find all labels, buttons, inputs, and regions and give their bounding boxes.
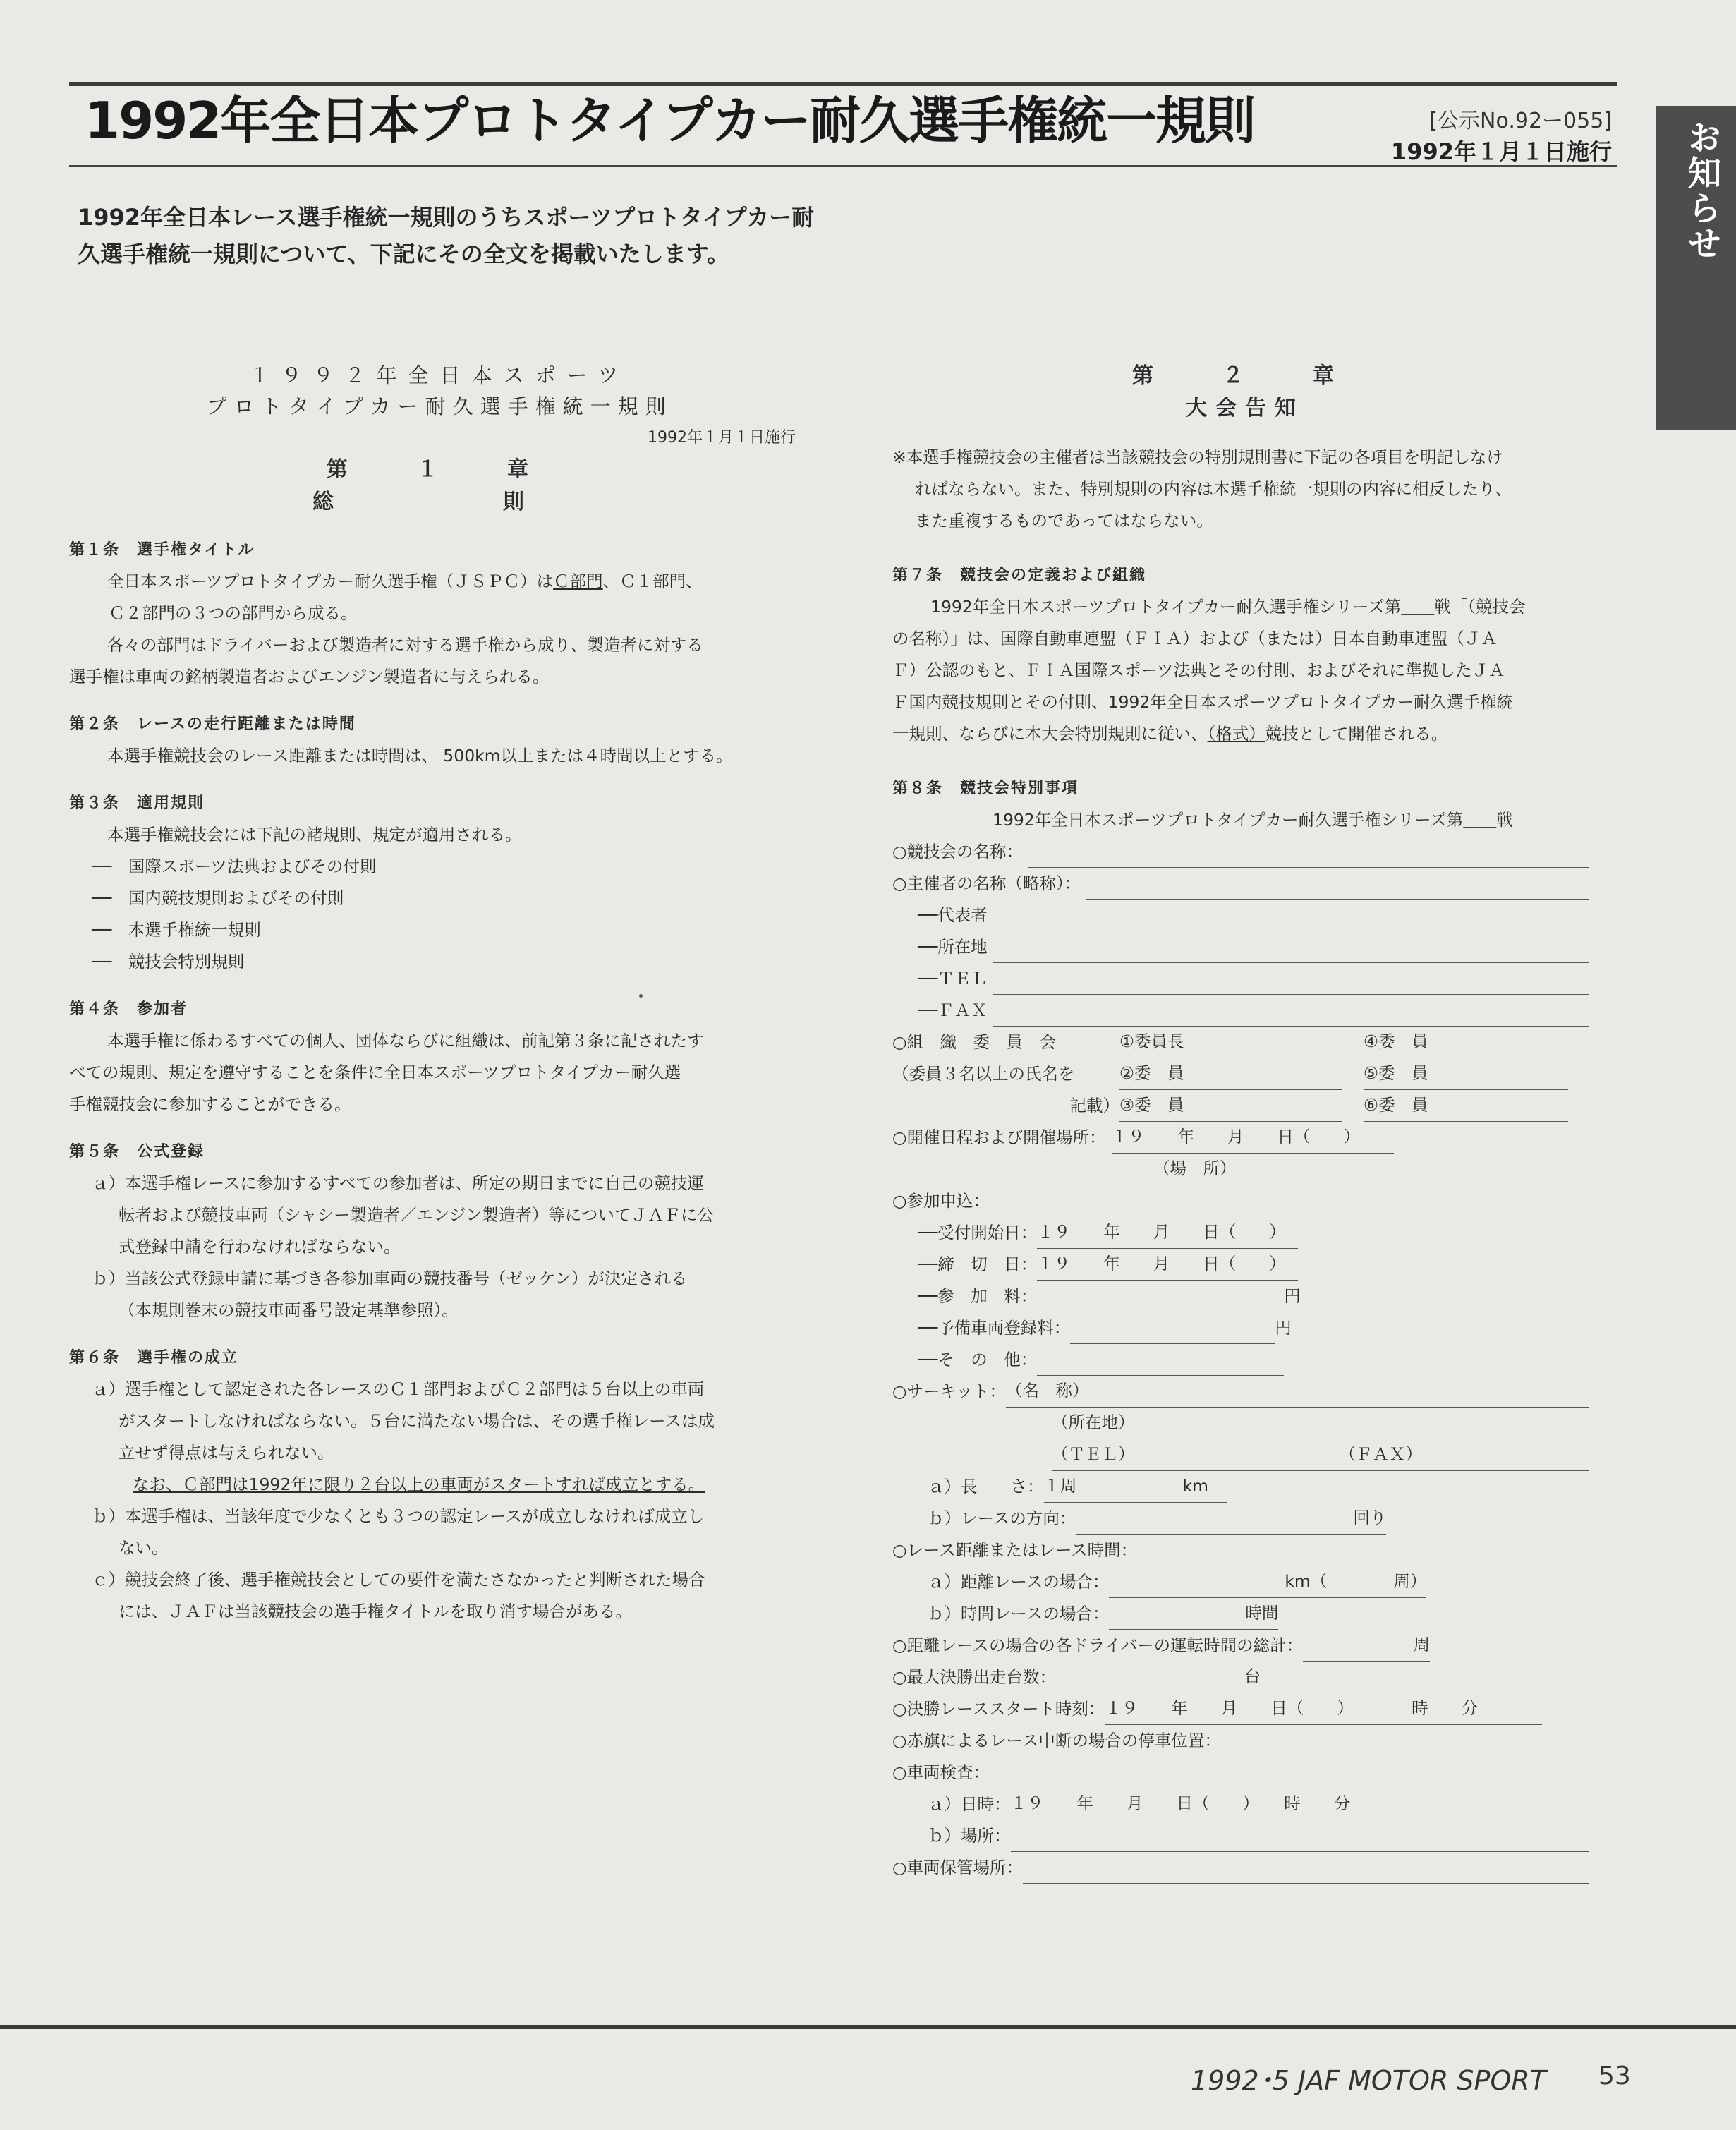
intro-line: 久選手権統一規則について、下記にその全文を掲載いたします。 <box>78 241 730 267</box>
form-row-tel: ──ＴＥＬ <box>892 963 1598 995</box>
form-row-distance-race: ａ）距離レースの場合： km（ 周） <box>892 1566 1598 1598</box>
chapter-2-number: 第 ２ 章 <box>1132 363 1358 388</box>
form-row-scrutineering: ○車両検査： <box>892 1762 990 1782</box>
top-rule <box>69 82 1617 86</box>
chapter-note: ※本選手権競技会の主催者は当該競技会の特別規則書に下記の各項目を明記しなけ <box>892 447 1503 467</box>
form-row-entry-start: ──受付開始日： １９ 年 月 日（ ） <box>892 1217 1598 1249</box>
bottom-rule <box>0 2025 1736 2029</box>
form-row-organizer: ○主催者の名称（略称）： <box>892 868 1598 900</box>
article-text: 選手権は車両の銘柄製造者およびエンジン製造者に与えられる。 <box>69 667 550 686</box>
blank-line[interactable] <box>993 941 1589 963</box>
article-text: ｂ）本選手権は、当該年度で少なくとも３つの認定レースが成立しなければ成立し <box>92 1506 705 1526</box>
article-text: （本規則巻末の競技車両番号設定基準参照）。 <box>119 1300 459 1320</box>
form-row-representative: ──代表者 <box>892 900 1598 931</box>
form-row-entry-fee: ──参 加 料： 円 <box>892 1281 1598 1312</box>
committee-line[interactable]: ⑤委 員 <box>1364 1068 1568 1090</box>
article-5-heading: 第５条 公式登録 <box>69 1143 205 1161</box>
form-row-circuit: ○サーキット： （名 称） <box>892 1376 1598 1408</box>
article-text: Ｆ）公認のもと、ＦＩＡ国際スポーツ法典とその付則、およびそれに準拠したＪＡ <box>892 660 1505 680</box>
article-text: ない。 <box>119 1538 169 1558</box>
document-title-line1: １９９２年全日本スポーツ <box>249 363 630 387</box>
blank-line[interactable]: 回り <box>1076 1513 1386 1535</box>
committee-line[interactable]: ③委 員 <box>1119 1100 1342 1122</box>
article-text: ａ）本選手権レースに参加するすべての参加者は、所定の期日までに自己の競技運 <box>92 1173 704 1193</box>
form-row-circuit-address <box>892 1408 1598 1439</box>
form-row-other: ──そ の 他： <box>892 1344 1598 1376</box>
committee-line[interactable]: ⑥委 員 <box>1364 1100 1568 1122</box>
article-text: 一規則、ならびに本大会特別規則に従い、（格式）競技として開催される。 <box>892 724 1448 744</box>
article-text: 1992年全日本スポーツプロトタイプカー耐久選手権シリーズ第＿＿戦 <box>993 810 1513 830</box>
form-row-distance: ○レース距離またはレース時間： <box>892 1540 1138 1560</box>
chapter-1-name: 総 則 <box>312 490 566 514</box>
list-item: ── 国際スポーツ法典およびその付則 <box>92 857 377 876</box>
date-line[interactable]: １９ 年 月 日（ ） <box>1037 1227 1298 1249</box>
chapter-1-number: 第 １ 章 <box>327 457 552 482</box>
form-row-entry-close: ──締 切 日： １９ 年 月 日（ ） <box>892 1249 1598 1281</box>
form-row-date-place: ○開催日程および開催場所： １９ 年 月 日（ ） <box>892 1122 1598 1154</box>
article-4-heading: 第４条 参加者 <box>69 1000 188 1018</box>
blank-line[interactable] <box>1023 1862 1589 1884</box>
article-text: には、ＪＡＦは当該競技会の選手権タイトルを取り消す場合がある。 <box>119 1602 633 1621</box>
article-text: Ｃ２部門の３つの部門から成る。 <box>109 603 358 623</box>
blank-line[interactable] <box>1070 1322 1275 1344</box>
article-text: 各々の部門はドライバーおよび製造者に対する選手権から成り、製造者に対する <box>107 635 703 655</box>
blank-line[interactable] <box>993 1005 1589 1027</box>
blank-line[interactable] <box>993 973 1589 995</box>
article-text: 立せず得点は与えられない。 <box>119 1443 334 1463</box>
title-rule <box>69 165 1617 167</box>
committee-line[interactable]: ②委 員 <box>1119 1068 1342 1090</box>
article-3-heading: 第３条 適用規則 <box>69 794 205 812</box>
article-text: なお、Ｃ部門は1992年に限り２台以上の車両がスタートすれば成立とする。 <box>133 1475 705 1494</box>
form-row-length: ａ）長 さ： １周 km <box>892 1471 1598 1503</box>
article-7-heading: 第７条 競技会の定義および組織 <box>892 567 1147 584</box>
left-column <box>69 360 810 1628</box>
form-row-committee-3: 記載） ③委 員 ⑥委 員 <box>892 1090 1598 1122</box>
intro-line: 1992年全日本レース選手権統一規則のうちスポーツプロトタイプカー耐 <box>78 204 815 231</box>
article-text: 手権競技会に参加することができる。 <box>69 1094 351 1114</box>
form-row-red-flag: ○赤旗によるレース中断の場合の停車位置： <box>892 1731 1221 1750</box>
blank-line[interactable] <box>1011 1830 1590 1852</box>
article-text: 転者および競技車両（シャシー製造者／エンジン製造者）等についてＪＡＦに公 <box>119 1205 714 1225</box>
section-tab <box>1656 106 1736 430</box>
section-tab-label: お知らせ <box>1682 120 1721 261</box>
intro-paragraph <box>78 199 882 272</box>
chapter-2-name: 大会告知 <box>1186 396 1304 420</box>
article-text: 式登録申請を行わなければならない。 <box>119 1237 401 1257</box>
article-6-heading: 第６条 選手権の成立 <box>69 1349 239 1367</box>
article-1-heading: 第１条 選手権タイトル <box>69 541 255 559</box>
article-2-heading: 第２条 レースの走行距離または時間 <box>69 715 356 733</box>
date-line[interactable]: １９ 年 月 日（ ） <box>1112 1132 1394 1154</box>
article-text: 全日本スポーツプロトタイプカー耐久選手権（ＪＳＰＣ）はＣ部門、Ｃ１部門、 <box>107 571 703 591</box>
article-text: べての規則、規定を遵守することを条件に全日本スポーツプロトタイプカー耐久選 <box>69 1063 681 1082</box>
blank-line[interactable]: １９ 年 月 日（ ） 時 分 <box>1105 1703 1542 1725</box>
article-8-heading: 第８条 競技会特別事項 <box>892 780 1079 797</box>
blank-line[interactable] <box>1037 1290 1284 1312</box>
committee-line[interactable]: ④委 員 <box>1364 1036 1568 1058</box>
page-number: 53 <box>1598 2062 1631 2090</box>
blank-line[interactable]: 台 <box>1056 1671 1261 1693</box>
list-item: ── 国内競技規則およびその付則 <box>92 888 344 908</box>
blank-line[interactable]: km（ 周） <box>1109 1576 1426 1598</box>
blank-line[interactable]: 周 <box>1303 1640 1430 1662</box>
article-text: 1992年全日本スポーツプロトタイプカー耐久選手権シリーズ第＿＿戦「（競技会 <box>930 597 1526 617</box>
blank-line[interactable]: （名 称） <box>1006 1386 1589 1408</box>
form-row-address: ──所在地 <box>892 931 1598 963</box>
form-row-final-start: ○決勝レーススタート時刻： １９ 年 月 日（ ） 時 分 <box>892 1693 1598 1725</box>
blank-line[interactable] <box>1037 1354 1284 1376</box>
list-item: ── 本選手権統一規則 <box>92 920 261 940</box>
article-text: 本選手権競技会のレース距離または時間は、 500km以上または４時間以上とする。 <box>107 746 733 766</box>
form-row-time-race: ｂ）時間レースの場合： 時間 <box>892 1598 1598 1630</box>
form-row-committee-1: ○組 織 委 員 会 ①委員長 ④委 員 <box>892 1027 1598 1058</box>
notice-number: [公示No.92ー055] <box>1429 109 1612 133</box>
article-text: Ｆ国内競技規則とその付則、1992年全日本スポーツプロトタイプカー耐久選手権統 <box>892 692 1513 712</box>
article-text: 本選手権に係わるすべての個人、団体ならびに組織は、前記第３条に記されたす <box>107 1031 704 1051</box>
form-row-event-name: ○競技会の名称： <box>892 836 1598 868</box>
form-row-scrutineering-place: ｂ）場所： <box>892 1820 1598 1852</box>
article-text: ｂ）当該公式登録申請に基づき各参加車両の競技番号（ゼッケン）が決定される <box>92 1269 688 1288</box>
blank-line[interactable]: １周 km <box>1044 1481 1227 1503</box>
blank-line[interactable]: （所在地） <box>1052 1417 1589 1439</box>
form-row-circuit-tel <box>892 1439 1598 1471</box>
blank-line[interactable] <box>1086 878 1589 900</box>
article-text: ｃ）競技会終了後、選手権競技会としての要件を満たさなかったと判断された場合 <box>92 1570 705 1590</box>
chapter-note: また重複するものであってはならない。 <box>915 511 1213 531</box>
committee-line[interactable]: ①委員長 <box>1119 1036 1342 1058</box>
form-row-entry: ○参加申込： <box>892 1191 990 1211</box>
form-row-fax: ──ＦＡＸ <box>892 995 1598 1027</box>
form-row-parc-ferme: ○車両保管場所： <box>892 1852 1598 1884</box>
right-column <box>892 360 1598 1884</box>
effective-date: 1992年１月１日施行 <box>1390 138 1612 165</box>
article-text: 本選手権競技会には下記の諸規則、規定が適用される。 <box>107 825 522 845</box>
blank-line[interactable]: 時間 <box>1109 1608 1278 1630</box>
form-row-direction: ｂ）レースの方向： 回り <box>892 1503 1598 1535</box>
form-row-total-drive: ○距離レースの場合の各ドライバーの運転時間の総計： 周 <box>892 1630 1598 1662</box>
article-text: がスタートしなければならない。５台に満たない場合は、その選手権レースは成 <box>119 1411 715 1431</box>
speck <box>639 994 643 998</box>
article-text: の名称）」は、国際自動車連盟（ＦＩＡ）および（または）日本自動車連盟（ＪＡ <box>892 629 1498 648</box>
blank-line[interactable] <box>1028 846 1589 868</box>
date-line[interactable]: １９ 年 月 日（ ） <box>1037 1259 1298 1281</box>
form-row-committee-2: （委員３名以上の氏名を ②委 員 ⑤委 員 <box>892 1058 1598 1090</box>
article-text: ａ）選手権として認定された各レースのＣ１部門およびＣ２部門は５台以上の車両 <box>92 1379 705 1399</box>
document-title-line2: プロトタイプカー耐久選手権統一規則 <box>206 394 673 418</box>
chapter-note: ればならない。また、特別規則の内容は本選手権統一規則の内容に相反したり、 <box>915 479 1512 499</box>
blank-line[interactable]: １９ 年 月 日（ ） 時 分 <box>1011 1798 1590 1820</box>
form-row-reserve-fee: ──予備車両登録料： 円 <box>892 1312 1598 1344</box>
blank-line[interactable]: （ＴＥＬ） （ＦＡＸ） <box>1052 1449 1589 1471</box>
form-row-max-cars: ○最大決勝出走台数： 台 <box>892 1662 1598 1693</box>
form-row-place <box>892 1154 1598 1185</box>
document-date: 1992年１月１日施行 <box>648 429 796 447</box>
place-line[interactable]: （場 所） <box>1153 1163 1589 1185</box>
list-item: ── 競技会特別規則 <box>92 952 245 972</box>
magazine-footer: 1992･5 JAF MOTOR SPORT <box>1191 2065 1546 2096</box>
page-title: 1992年全日本プロトタイプカー耐久選手権統一規則 <box>85 91 1255 150</box>
form-row-scrutineering-date: ａ）日時： １９ 年 月 日（ ） 時 分 <box>892 1789 1598 1820</box>
blank-line[interactable] <box>993 909 1589 931</box>
